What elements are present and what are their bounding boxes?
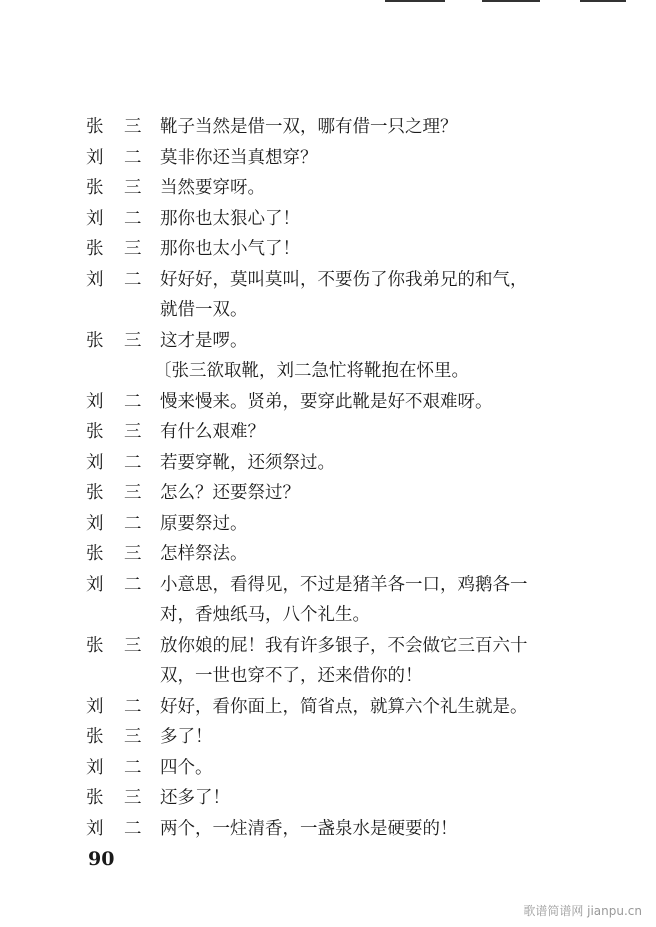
speaker-name-first: 张 (86, 727, 104, 747)
stage-direction: 〔张三欲取靴，刘二急忙将靴抱在怀里。 (154, 361, 469, 381)
dialogue-line (86, 265, 566, 296)
dialogue-text: 放你娘的屁！我有许多银子，不会做它三百六十 (160, 635, 528, 656)
speaker-name-second: 二 (124, 269, 142, 290)
speaker-name-second: 三 (124, 483, 142, 503)
speaker-name-first: 刘 (86, 513, 104, 534)
speaker-name-first: 张 (86, 788, 104, 808)
dialogue-text: 还多了！ (160, 788, 230, 808)
dialogue-continuation: 双，一世也穿不了，还来借你的！ (160, 666, 423, 686)
dialogue-continuation: 对，香烛纸马，八个礼生。 (160, 605, 370, 625)
dialogue-line (86, 112, 566, 143)
speaker-name-second: 二 (124, 574, 142, 595)
dialogue-line (86, 326, 566, 357)
dialogue-line (86, 143, 566, 174)
speaker-name-first: 张 (86, 330, 104, 351)
speaker-name-first: 刘 (86, 757, 104, 778)
speaker-name-second: 三 (124, 178, 142, 198)
dialogue-line (86, 783, 566, 814)
dialogue-text: 那你也太小气了！ (160, 239, 300, 259)
dialogue-text: 好好，看你面上，简省点，就算六个礼生就是。 (160, 696, 528, 717)
dialogue-text: 怎样祭法。 (160, 544, 248, 564)
script-text (86, 112, 566, 844)
speaker-name-second: 三 (124, 117, 142, 137)
dialogue-line (86, 631, 566, 662)
speaker-name-first: 刘 (86, 391, 104, 412)
dialogue-line (86, 509, 566, 540)
dialogue-line (86, 173, 566, 204)
header-rule (580, 0, 626, 2)
dialogue-line (86, 570, 566, 601)
dialogue-line (86, 448, 566, 479)
dialogue-line (86, 204, 566, 235)
dialogue-line (86, 722, 566, 753)
speaker-name-second: 二 (124, 757, 142, 778)
speaker-name-first: 刘 (86, 208, 104, 229)
speaker-name-first: 刘 (86, 696, 104, 717)
speaker-name-second: 二 (124, 696, 142, 717)
speaker-name-second: 三 (124, 239, 142, 259)
speaker-name-first: 张 (86, 239, 104, 259)
speaker-name-second: 二 (124, 452, 142, 473)
header-rule (385, 0, 445, 2)
dialogue-text: 这才是啰。 (160, 330, 248, 351)
watermark: 歌谱简谱网 jianpu.cn (523, 904, 642, 918)
dialogue-text: 当然要穿呀。 (160, 178, 265, 198)
dialogue-text: 靴子当然是借一双，哪有借一只之理？ (160, 117, 458, 137)
speaker-name-first: 刘 (86, 147, 104, 168)
speaker-name-first: 刘 (86, 574, 104, 595)
speaker-name-second: 二 (124, 513, 142, 534)
speaker-name-first: 张 (86, 117, 104, 137)
speaker-name-first: 张 (86, 483, 104, 503)
dialogue-text: 多了！ (160, 727, 213, 747)
dialogue-line (86, 539, 566, 570)
dialogue-text: 若要穿靴，还须祭过。 (160, 452, 335, 473)
speaker-name-second: 三 (124, 727, 142, 747)
speaker-name-second: 三 (124, 422, 142, 442)
header-rule (482, 0, 540, 2)
speaker-name-first: 刘 (86, 269, 104, 290)
speaker-name-second: 三 (124, 788, 142, 808)
dialogue-text: 小意思，看得见，不过是猪羊各一口，鸡鹅各一 (160, 574, 528, 595)
speaker-name-first: 刘 (86, 818, 104, 839)
speaker-name-first: 张 (86, 422, 104, 442)
speaker-name-second: 二 (124, 147, 142, 168)
speaker-name-second: 三 (124, 330, 142, 351)
dialogue-line (86, 814, 566, 845)
dialogue-text: 怎么？还要祭过？ (160, 483, 300, 503)
dialogue-text: 那你也太狠心了！ (160, 208, 300, 229)
dialogue-line (86, 234, 566, 265)
dialogue-line (86, 692, 566, 723)
speaker-name-second: 二 (124, 208, 142, 229)
speaker-name-first: 张 (86, 178, 104, 198)
page-number: 90 (88, 848, 115, 870)
dialogue-text: 四个。 (160, 757, 213, 778)
speaker-name-first: 刘 (86, 452, 104, 473)
dialogue-text: 两个，一炷清香，一盏泉水是硬要的！ (160, 818, 458, 839)
dialogue-continuation: 就借一双。 (160, 300, 248, 320)
dialogue-text: 莫非你还当真想穿？ (160, 147, 318, 168)
dialogue-line (86, 753, 566, 784)
dialogue-text: 好好好，莫叫莫叫，不要伤了你我弟兄的和气， (160, 269, 528, 290)
speaker-name-second: 二 (124, 818, 142, 839)
dialogue-text: 有什么艰难？ (160, 422, 265, 442)
dialogue-line (86, 387, 566, 418)
speaker-name-second: 二 (124, 391, 142, 412)
speaker-name-second: 三 (124, 635, 142, 656)
speaker-name-second: 三 (124, 544, 142, 564)
dialogue-text: 原要祭过。 (160, 513, 248, 534)
dialogue-text: 慢来慢来。贤弟，要穿此靴是好不艰难呀。 (160, 391, 493, 412)
speaker-name-first: 张 (86, 544, 104, 564)
dialogue-line (86, 478, 566, 509)
speaker-name-first: 张 (86, 635, 104, 656)
dialogue-line (86, 417, 566, 448)
